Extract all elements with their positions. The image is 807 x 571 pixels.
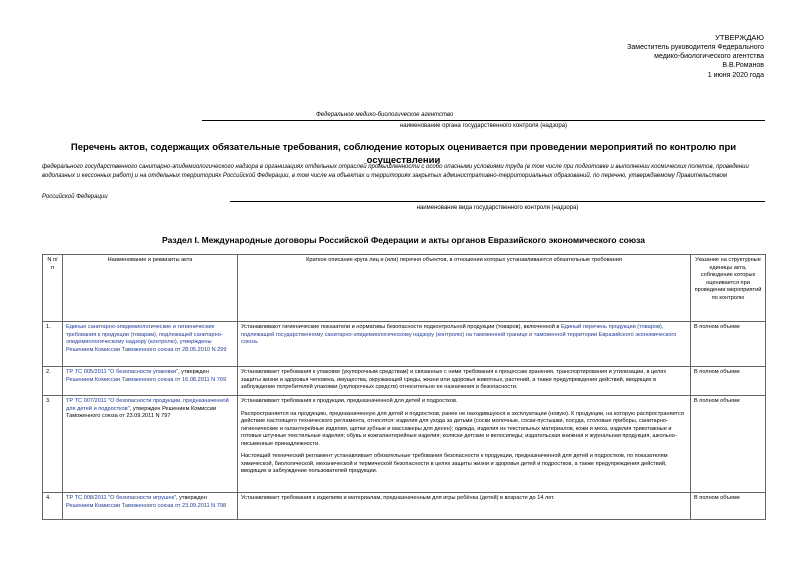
description-paragraph: Распространяется на продукцию, предназначенную для детей и подростков, ранее не находившуюся в эксплуатации (новую). К продукции, на которую распространяется действие настоящего технического регламента, относятся: изделия для ухода за детьми (соски молочные, соски-пустышки, посуда, столовые приборы, санитарно-гигиенические и галантерейные изделия, щетки зубные и массажеры для десен); одежда, изделия из текстильных материалов, кожи и меха, изделия трикотажные и готовые штучные текстильные изделия; обувь и кожгалантерейные изделия; коляски детские и велосипеды; издательская книжная и журнальная продукция, школьно-письменные принадлежности.	[241, 410, 684, 447]
act-link[interactable]: ТР ТС 005/2011 "О безопасности упаковки"	[66, 369, 179, 375]
approval-signatory: В.В.Романов	[722, 62, 764, 70]
row-act-name	[63, 493, 238, 520]
agency-name: Федеральное медико-биологическое агентство	[316, 112, 454, 118]
description-paragraph: Устанавливает требования к продукции, предназначенной для детей и подростков.	[241, 398, 458, 404]
approval-position-1: Заместитель руководителя Федерального	[627, 43, 764, 51]
control-kind-caption: наименование вида государственного контроля (надзора)	[416, 205, 579, 211]
section-heading: Раздел I. Международные договоры Российской Федерации и акты органов Евразийского экономического союза	[162, 235, 645, 245]
table-row	[43, 322, 766, 367]
control-kind-description-end: Российской Федерации	[42, 194, 108, 200]
approval-date: 1 июня 2020 года	[707, 71, 764, 79]
product-list-link[interactable]: Единый перечень продукции (товаров), подлежащей государственному санитарно-эпидемиологическому надзору (контролю) на таможенной границе и таможенной территории Евразийского экономического союза	[241, 324, 677, 346]
act-name-text: , утвержден Решением Комиссии Таможенного союза от 23.09.2011 N 797	[66, 405, 217, 420]
decision-link[interactable]: Решением Комиссии Таможенного союза от 16.08.2011 N 769	[66, 376, 227, 383]
row-scope: В полном объеме	[691, 367, 766, 396]
row-description	[238, 322, 691, 367]
row-scope: В полном объеме	[691, 396, 766, 493]
approval-position-2: медико-биологического агентства	[654, 53, 764, 61]
acts-table	[42, 254, 766, 520]
document-title: Перечень актов, содержащих обязательные требования, соблюдение которых оценивается при проведении мероприятий по контролю при осуществлении	[70, 142, 737, 166]
act-name-text: , утвержден	[176, 495, 207, 501]
table-row	[43, 396, 766, 493]
row-description: Устанавливает требования к упаковке (укупорочным средствам) и связанные с ними требования к процессам хранения, транспортирования и утилизации, в целях защиты жизни и здоровья человека, имущества, окружающей среды, жизни или здоровья животных, растений, а также предупреждения действий, вводящих в заблуждение потребителей упаковки (укупорочных средств) относительно ее назначения и безопасности.	[238, 367, 691, 396]
row-scope: В полном объеме	[691, 322, 766, 367]
row-act-name	[63, 322, 238, 367]
header-scope: Указание на структурные единицы акта, соблюдение которых оценивается при проведении мероприятий по контролю	[691, 255, 766, 322]
row-act-name	[63, 396, 238, 493]
row-num: 3.	[43, 396, 63, 493]
control-kind-description: федерального государственного санитарно-эпидемиологического надзора в организациях отдельных отраслей промышленности с особо опасными условиями труда (в том числе при подготовке и выполнении космических полетов, проведении водолазных и кессонных работ) и на отдельных территориях Российской Федерации, в том числе на объектах и территориях закрытых административно-территориальных образований, по перечню, утверждаемому Правительством	[42, 164, 749, 179]
agency-underline	[202, 120, 765, 121]
description-text: Устанавливают гигиенические показатели и нормативы безопасности подконтрольной продукции (товаров), включенной в	[241, 324, 561, 330]
header-description: Краткое описание круга лиц и (или) перечня объектов, в отношении которых устанавливаются обязательные требования	[238, 255, 691, 322]
act-name-text: , утвержден	[178, 369, 209, 375]
description-text: .	[256, 339, 259, 346]
row-description	[238, 396, 691, 493]
row-description: Устанавливает требования к изделиям и материалам, предназначенным для игры ребёнка (детей) в возрасте до 14 лет.	[238, 493, 691, 520]
table-row	[43, 493, 766, 520]
row-num: 1.	[43, 322, 63, 367]
decision-link[interactable]: Решением Комиссии Таможенного союза от 23.09.2011 N 798	[66, 502, 227, 509]
control-kind-underline	[230, 201, 765, 202]
act-link[interactable]: ТР ТС 007/2011 "О безопасности продукции, предназначенной для детей и подростков"	[66, 398, 229, 412]
approval-title: УТВЕРЖДАЮ	[715, 33, 764, 42]
table-row	[43, 367, 766, 396]
row-scope: В полном объеме	[691, 493, 766, 520]
act-link[interactable]: Единые санитарно-эпидемиологические и гигиенические требования к продукции (товарам), подлежащей санитарно-эпидемиологическому надзору (контролю), утверждены Решением Комиссии Таможенного союза от 28.05.2010 N 299	[66, 324, 227, 353]
row-num: 2.	[43, 367, 63, 396]
table-header-row	[43, 255, 766, 322]
header-act-name: Наименование и реквизиты акта	[63, 255, 238, 322]
description-paragraph: Настоящий технический регламент устанавливает обязательные требования безопасности к продукции, предназначенной для детей и подростков, по показателям химической, биологической, механической и термической безопасности в целях защиты жизни и здоровья детей и подростков, а также предупреждения действий, вводящих в заблуждение пользователей продукции.	[241, 453, 668, 475]
row-act-name	[63, 367, 238, 396]
agency-caption: наименование органа государственного контроля (надзора)	[399, 123, 568, 129]
header-num: N п/п	[43, 255, 63, 322]
row-num: 4.	[43, 493, 63, 520]
act-link[interactable]: ТР ТС 008/2011 "О безопасности игрушек"	[66, 495, 177, 501]
approval-block	[627, 33, 764, 80]
